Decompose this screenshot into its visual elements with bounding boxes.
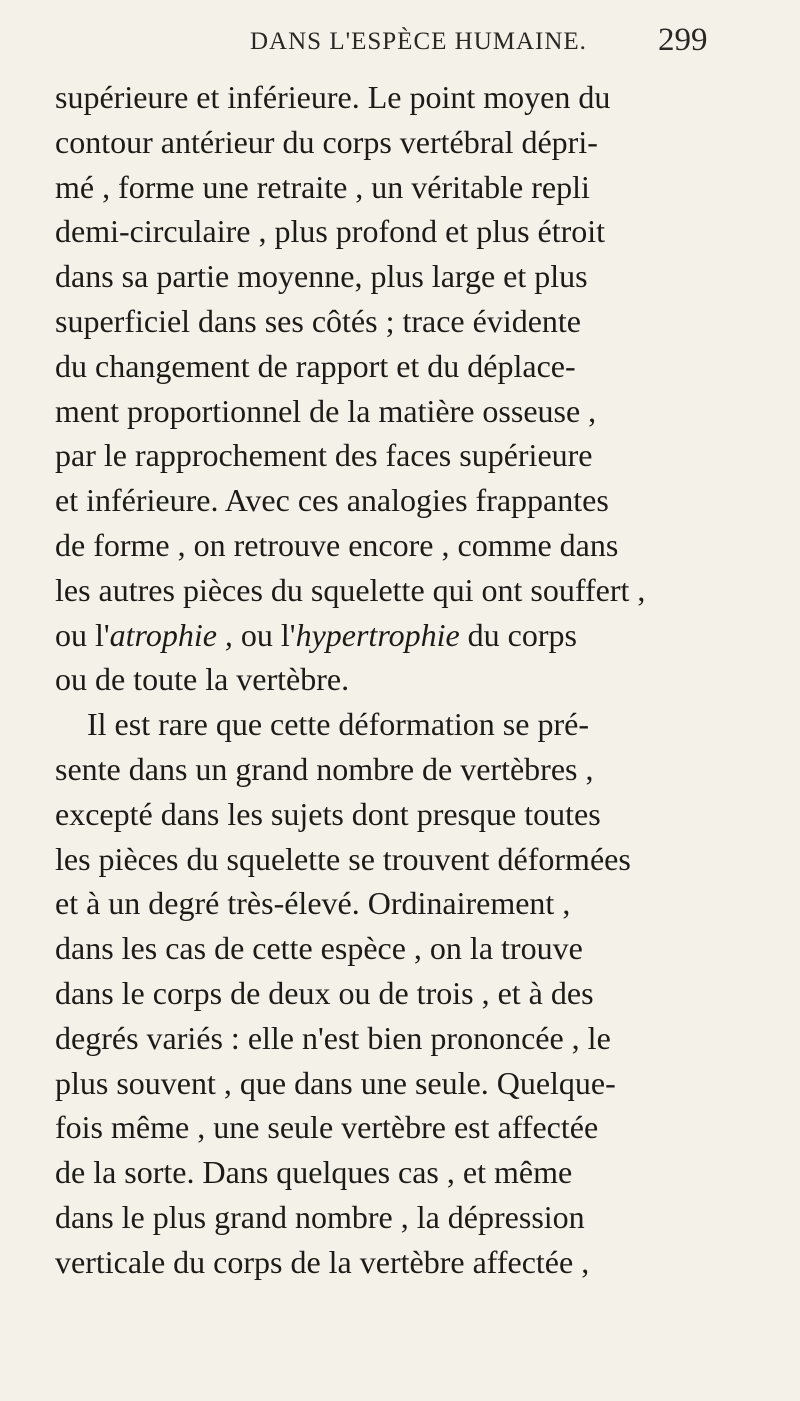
text-line: ment proportionnel de la matière osseuse , [55,392,597,429]
text-line: sente dans un grand nombre de vertèbres , [55,750,594,787]
text-line: dans le corps de deux ou de trois , et à des [55,974,594,1011]
text-line: fois même , une seule vertèbre est affectée [55,1109,599,1146]
text-line: degrés variés : elle n'est bien prononcée , le [55,1019,611,1056]
paragraph-1 [55,75,770,702]
text-line: ou de toute la vertèbre. [55,661,350,698]
text-span: ou l' [232,616,296,653]
text-line: de forme , on retrouve encore , comme dans [55,526,619,563]
text-line: par le rapprochement des faces supérieure [55,437,593,474]
running-title: DANS L'ESPÈCE HUMAINE. [250,28,587,55]
text-line: mé , forme une retraite , un véritable repli [55,168,590,205]
text-line: dans les cas de cette espèce , on la trouve [55,930,583,967]
text-line: plus souvent , que dans une seule. Quelque- [55,1064,616,1101]
text-line: Il est rare que cette déformation se pré- [87,706,589,743]
text-line: et à un degré très-élevé. Ordinairement , [55,885,571,922]
text-line: de la sorte. Dans quelques cas , et même [55,1154,573,1191]
text-line: dans le plus grand nombre , la dépression [55,1198,585,1235]
text-line: les pièces du squelette se trouvent déformées [55,840,631,877]
body-text [55,75,770,1285]
text-line: dans sa partie moyenne, plus large et plus [55,258,588,295]
text-line: excepté dans les sujets dont presque toutes [55,795,601,832]
text-line: verticale du corps de la vertèbre affectée , [55,1243,590,1280]
text-line: du changement de rapport et du déplace- [55,347,576,384]
text-line [55,613,770,658]
italic-term-atrophie: atrophie , [109,616,233,653]
italic-term-hypertrophie: hypertrophie [295,616,460,653]
page-number: 299 [658,22,708,58]
text-line: demi-circulaire , plus profond et plus étroit [55,213,606,250]
text-span: ou l' [55,616,110,653]
text-span: du corps [459,616,577,653]
text-line: contour antérieur du corps vertébral dépri- [55,123,598,160]
paragraph-2 [55,702,770,1284]
text-line: superficiel dans ses côtés ; trace évidente [55,302,581,339]
text-line: les autres pièces du squelette qui ont souffert , [55,571,646,608]
text-line: et inférieure. Avec ces analogies frappantes [55,482,609,519]
text-line: supérieure et inférieure. Le point moyen du [55,79,611,115]
